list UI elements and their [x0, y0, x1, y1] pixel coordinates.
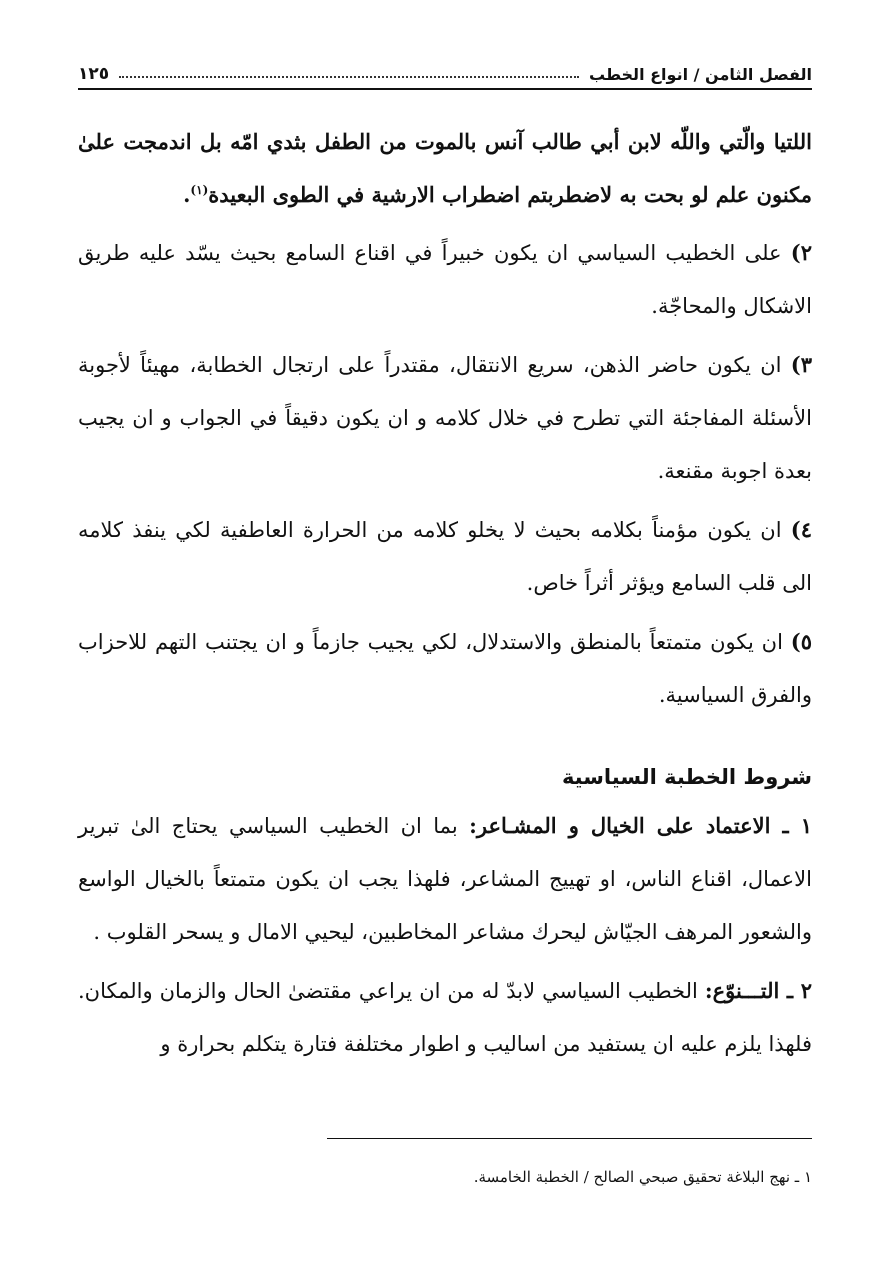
condition-term: ١ ـ الاعتماد على الخيال و المشـاعر:	[469, 813, 812, 838]
page-number: ١٢٥	[78, 64, 110, 84]
item-number: ٢)	[790, 240, 812, 265]
item-text: على الخطيب السياسي ان يكون خبيراً في اقناع السامع بحيث يسّد عليه طريق الاشكال والمحاجّة.	[78, 241, 812, 318]
item-text: ان يكون متمتعاً بالمنطق والاستدلال، لكي يجيب جازماً و ان يجتنب التهم للاحزاب والفرق السياسية.	[78, 630, 812, 707]
book-page	[78, 0, 812, 1269]
running-header	[78, 50, 812, 84]
main-text	[78, 115, 812, 1076]
quote-end: .	[183, 182, 191, 207]
footnote-marker: (١)	[190, 183, 209, 197]
section-title: شروط الخطبة السياسية	[561, 765, 812, 789]
list-item	[78, 226, 812, 333]
item-number: ٤)	[790, 517, 812, 542]
item-text: ان يكون حاضر الذهن، سريع الانتقال، مقتدراً على ارتجال الخطابة، مهيئاً لأجوبة الأسئلة المفاجئة التي تطرح في خلال كلامه و ان يكون دقيقاً في الجواب و ان يجيب بعدة اجوبة مقنعة.	[78, 353, 812, 483]
chapter-title: الفصل الثامن / انواع الخطب	[589, 65, 812, 84]
condition-term: ٢ ـ التـــنوّع:	[704, 978, 812, 1003]
list-item	[78, 503, 812, 610]
item-number: ٥)	[790, 629, 812, 654]
condition-paragraph	[78, 799, 812, 959]
list-item	[78, 338, 812, 498]
quote-text: اللتيا والّتي واللّه لابن أبي طالب آنس بالموت من الطفل بثدي امّه بل اندمجت علىٰ مكنون علم لو بحت به لاضطربتم اضطراب الارشية في الطوى البعيدة	[78, 129, 812, 207]
footnote: ١ ـ نهج البلاغة تحقيق صبحي الصالح / الخطبة الخامسة.	[473, 1168, 812, 1186]
condition-paragraph	[78, 964, 812, 1071]
condition-text: الخطيب السياسي لابدّ له من ان يراعي مقتضىٰ الحال والزمان والمكان. فلهذا يلزم عليه ان يستفيد من اساليب و اطوار مختلفة فتارة يتكلم بحرارة و	[78, 979, 812, 1056]
quote-paragraph	[78, 115, 812, 221]
item-number: ٣)	[790, 352, 812, 377]
footnote-rule	[327, 1138, 812, 1139]
dotted-leader	[119, 76, 579, 78]
item-text: ان يكون مؤمناً بكلامه بحيث لا يخلو كلامه من الحرارة العاطفية لكي ينفذ كلامه الى قلب السامع ويؤثر أثراً خاص.	[78, 518, 812, 595]
condition-text: بما ان الخطيب السياسي يحتاج الىٰ تبرير الاعمال، اقناع الناس، او تهييج المشاعر، فلهذا يجب ان يكون متمتعاً بالخيال الواسع والشعور المرهف الجيّاش ليحرك مشاعر المخاطبين، ليحيي الامال و يسحر القلوب .	[78, 814, 812, 944]
header-rule	[78, 88, 812, 90]
list-item	[78, 615, 812, 722]
